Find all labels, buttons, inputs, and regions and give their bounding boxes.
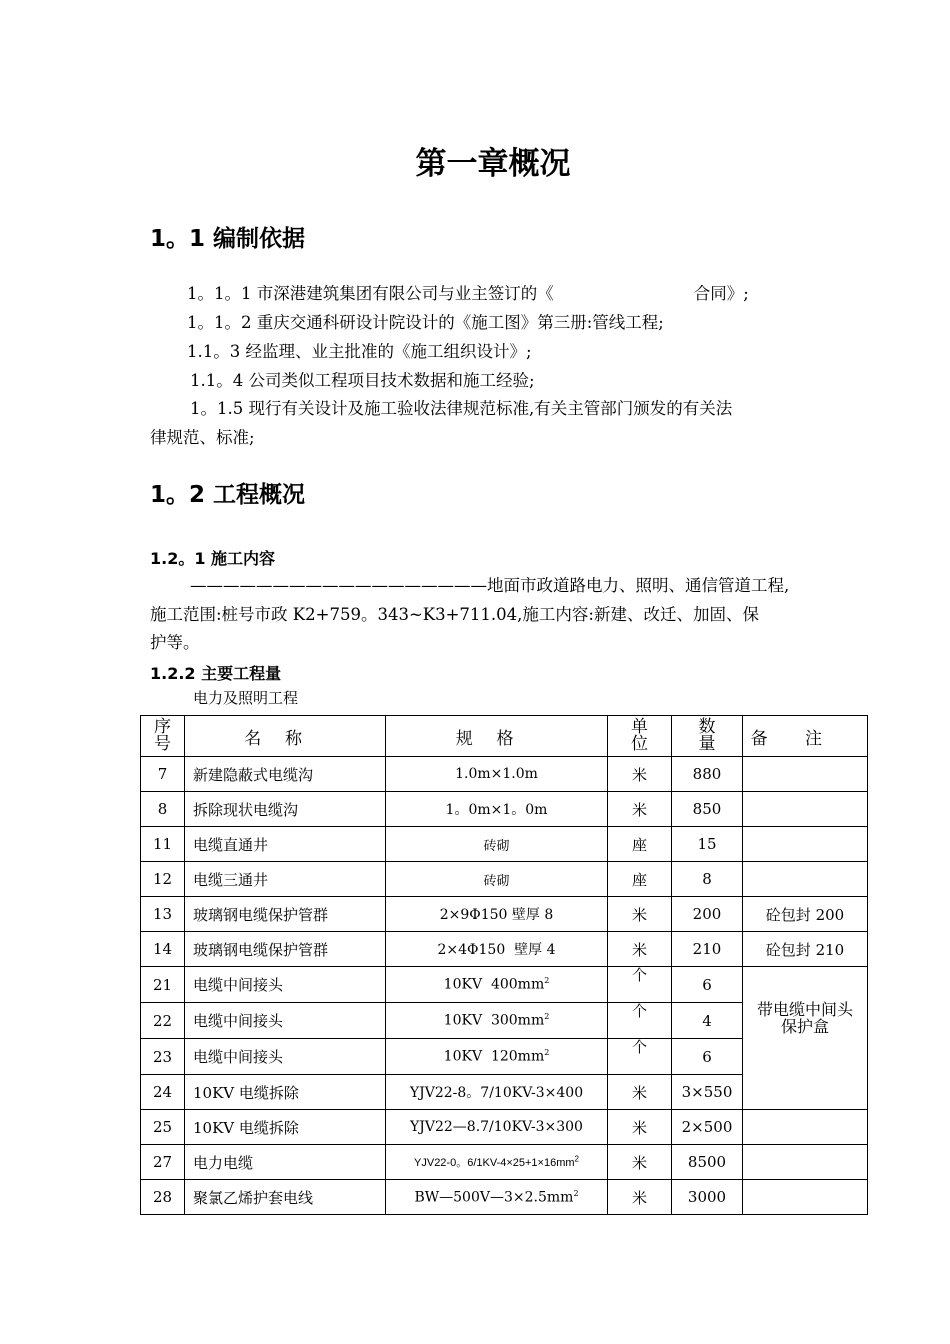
cell-no: 13 (141, 897, 185, 932)
cell-remark-merged: 带电缆中间头 保护盒 (743, 967, 868, 1110)
cell-qty: 6 (672, 967, 743, 1003)
table-row (141, 897, 868, 932)
cell-spec: 1.0m×1.0m (386, 757, 608, 792)
table-header-row (141, 716, 868, 757)
cell-unit: 个 (608, 967, 672, 1003)
cell-spec: $BW—500V—3\times 2.5mm^2$ (386, 1180, 608, 1215)
cell-no: 11 (141, 827, 185, 862)
chapter-title: 第一章概况 (415, 146, 571, 182)
cell-qty: 8500 (672, 1145, 743, 1180)
cell-spec: 10KV $300mm^2$ (386, 1003, 608, 1039)
cell-spec: 10KV $120mm^2$ (386, 1039, 608, 1075)
cell-no: 14 (141, 932, 185, 967)
cell-unit: 米 (608, 1075, 672, 1110)
cell-name: 玻璃钢电缆保护管群 (185, 897, 386, 932)
cell-name: 电缆中间接头 (185, 967, 386, 1003)
header-qty: 数 量 (672, 716, 743, 757)
cell-remark (743, 827, 868, 862)
content-line-3: 护等。 (150, 633, 200, 652)
section-title-overview: 1。2 工程概况 (150, 482, 306, 508)
table-row (141, 827, 868, 862)
header-spec: 规格 (386, 716, 608, 757)
cell-remark (743, 862, 868, 897)
basis-item-5-line2: 律规范、标准; (150, 428, 255, 447)
cell-no: 25 (141, 1110, 185, 1145)
basis-item-4: 1.1。4 公司类似工程项目技术数据和施工经验; (190, 371, 535, 390)
cell-qty: 850 (672, 792, 743, 827)
cell-name: 玻璃钢电缆保护管群 (185, 932, 386, 967)
header-remark: 备注 (743, 716, 868, 757)
cell-spec: YJV22—8.7/10KV-3×300 (386, 1110, 608, 1145)
cell-name: 电缆三通井 (185, 862, 386, 897)
cell-qty: 3×550 (672, 1075, 743, 1110)
cell-qty: 15 (672, 827, 743, 862)
cell-name: 聚氯乙烯护套电线 (185, 1180, 386, 1215)
cell-no: 23 (141, 1039, 185, 1075)
table-row (141, 862, 868, 897)
cell-qty: 2×500 (672, 1110, 743, 1145)
cell-name: 电力电缆 (185, 1145, 386, 1180)
cell-unit: 米 (608, 1110, 672, 1145)
cell-spec: 10KV $400mm^2$ (386, 967, 608, 1003)
cell-name: 电缆中间接头 (185, 1003, 386, 1039)
cell-spec: 砖砌 (386, 862, 608, 897)
cell-no: 27 (141, 1145, 185, 1180)
cell-name: 10KV 电缆拆除 (185, 1110, 386, 1145)
cell-unit: 座 (608, 862, 672, 897)
header-no: 序 号 (141, 716, 185, 757)
table-row (141, 967, 868, 1003)
cell-unit: 座 (608, 827, 672, 862)
subsection-title-quantities: 1.2.2 主要工程量 (150, 664, 282, 683)
table-caption: 电力及照明工程 (193, 689, 299, 707)
subsection-title-content: 1.2。1 施工内容 (150, 549, 276, 568)
cell-qty: 4 (672, 1003, 743, 1039)
quantity-table (140, 715, 868, 1215)
cell-remark (743, 792, 868, 827)
table-row (141, 932, 868, 967)
cell-unit: 个 (608, 1039, 672, 1075)
section-title-basis: 1。1 编制依据 (150, 226, 306, 252)
cell-no: 24 (141, 1075, 185, 1110)
cell-unit: 个 (608, 1003, 672, 1039)
cell-spec: 2×4Φ150 壁厚 4 (386, 932, 608, 967)
cell-no: 7 (141, 757, 185, 792)
cell-name: 电缆中间接头 (185, 1039, 386, 1075)
cell-unit: 米 (608, 757, 672, 792)
cell-remark (743, 757, 868, 792)
cell-unit: 米 (608, 1180, 672, 1215)
cell-remark: 砼包封 210 (743, 932, 868, 967)
cell-qty: 8 (672, 862, 743, 897)
cell-remark (743, 1145, 868, 1180)
cell-spec: 2×9Φ150 壁厚 8 (386, 897, 608, 932)
cell-no: 28 (141, 1180, 185, 1215)
basis-item-3: 1.1。3 经监理、业主批准的《施工组织设计》; (187, 342, 532, 361)
header-name: 名称 (185, 716, 386, 757)
cell-name: 10KV 电缆拆除 (185, 1075, 386, 1110)
cell-spec: 砖砌 (386, 827, 608, 862)
basis-item-1: 1。1。1 市深港建筑集团有限公司与业主签订的《 合同》; (187, 284, 749, 303)
content-line-1: ——————————————————地面市政道路电力、照明、通信管道工程, (190, 576, 790, 595)
table-row (141, 1110, 868, 1145)
cell-qty: 6 (672, 1039, 743, 1075)
cell-spec: 1。0m×1。0m (386, 792, 608, 827)
cell-unit: 米 (608, 1145, 672, 1180)
cell-name: 拆除现状电缆沟 (185, 792, 386, 827)
cell-unit: 米 (608, 897, 672, 932)
cell-remark (743, 1110, 868, 1145)
basis-item-5-line1: 1。1.5 现行有关设计及施工验收法律规范标准,有关主管部门颁发的有关法 (190, 399, 733, 418)
table-row (141, 792, 868, 827)
content-line-2: 施工范围:桩号市政 K2+759。343~K3+711.04,施工内容:新建、改迁、加固、保 (150, 605, 759, 624)
header-unit: 单 位 (608, 716, 672, 757)
table-row (141, 757, 868, 792)
basis-item-2: 1。1。2 重庆交通科研设计院设计的《施工图》第三册:管线工程; (187, 313, 664, 332)
cell-remark: 砼包封 200 (743, 897, 868, 932)
cell-no: 22 (141, 1003, 185, 1039)
table-row (141, 1145, 868, 1180)
cell-unit: 米 (608, 792, 672, 827)
cell-qty: 210 (672, 932, 743, 967)
cell-unit: 米 (608, 932, 672, 967)
cell-name: 电缆直通井 (185, 827, 386, 862)
cell-remark (743, 1180, 868, 1215)
cell-no: 8 (141, 792, 185, 827)
cell-no: 21 (141, 967, 185, 1003)
table-row (141, 1180, 868, 1215)
cell-name: 新建隐蔽式电缆沟 (185, 757, 386, 792)
cell-spec: YJV22-0。$6/1KV-4\times 25+1\times 16mm^2$ (386, 1145, 608, 1180)
cell-qty: 3000 (672, 1180, 743, 1215)
cell-spec: YJV22-8。7/10KV-3×400 (386, 1075, 608, 1110)
cell-qty: 880 (672, 757, 743, 792)
cell-qty: 200 (672, 897, 743, 932)
cell-no: 12 (141, 862, 185, 897)
